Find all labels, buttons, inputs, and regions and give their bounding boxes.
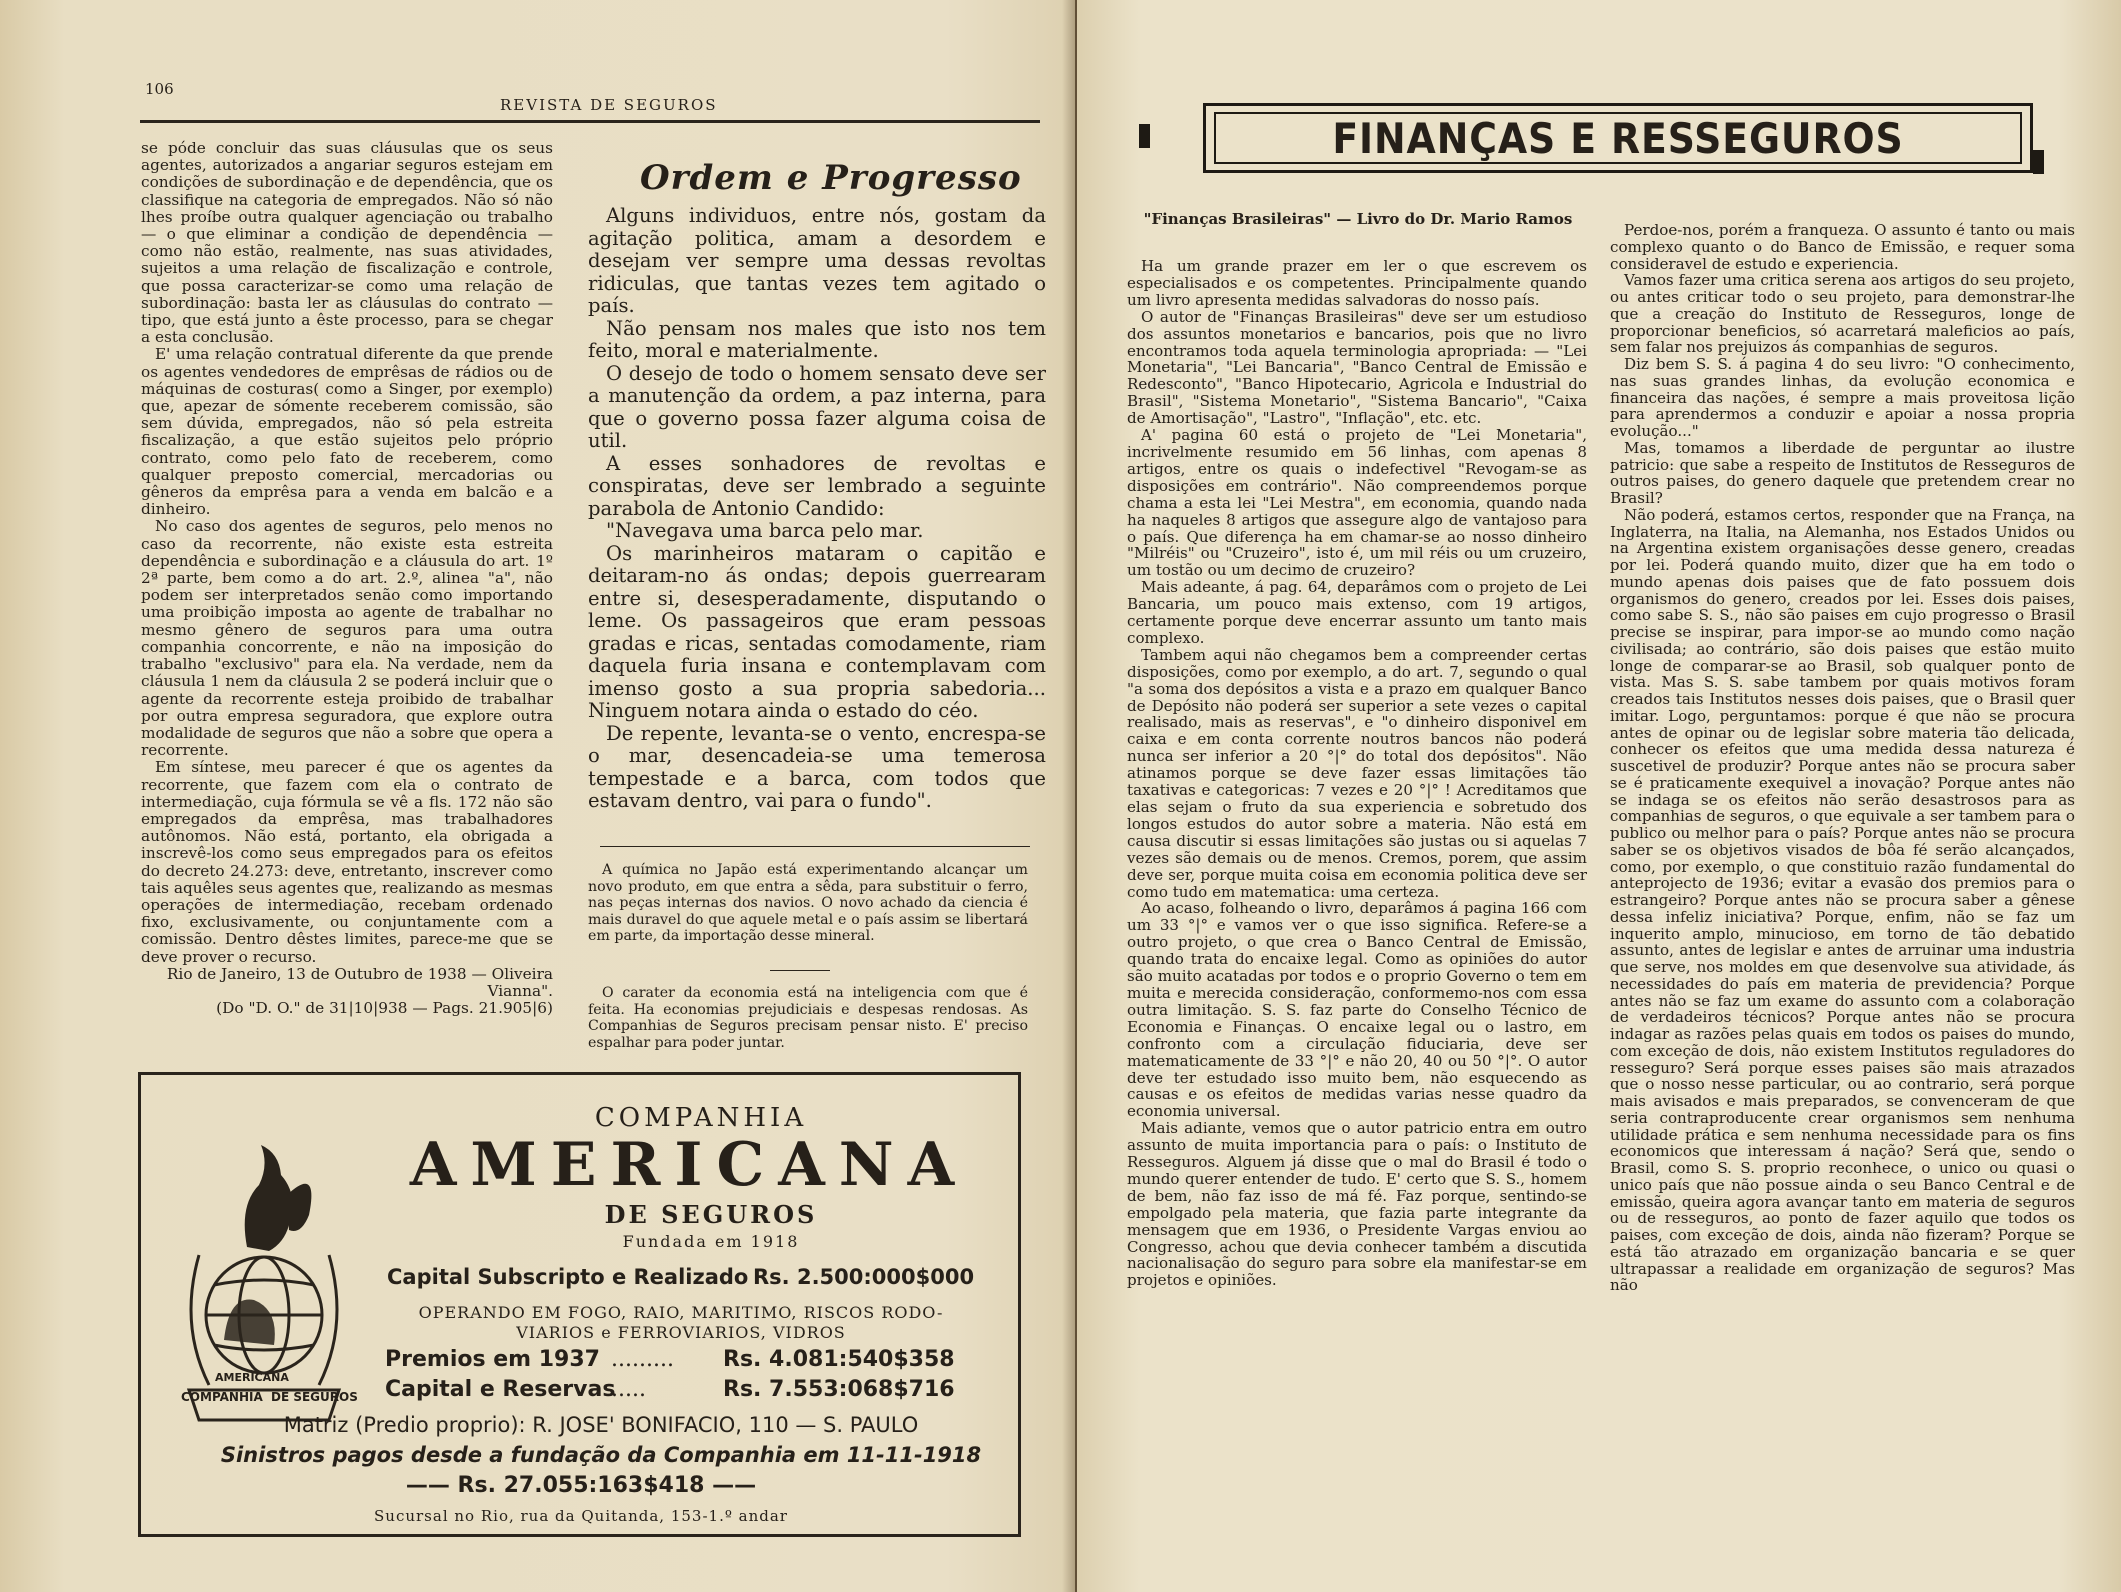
paragraph: A' pagina 60 está o projeto de "Lei Monetaria", incrivelmente resumido em 56 linhas, com apenas 8 artigos, entre os quais o indefectivel "Revogam-se as disposições em contrário". Não compreendemos porque chama a esta lei "Lei Mestra", em economia, quando nada ha naqueles 8 artigos que assegure algo de vantajoso para o país. Que diferença ha em chamar-se ao nosso dinheiro "Milréis" ou "Cruzeiro", isto é, um mil réis ou um cruzeiro, um tostão ou um decimo de cruzeiro? [1127, 426, 1587, 580]
company-seal [169, 1135, 359, 1435]
paragraph: Os marinheiros mataram o capitão e deitaram-no ás ondas; depois guerrearam entre si, desesperadamente, disputando o leme. Os passageiros que eram pessoas gradas e ricas, sentadas comodamente, riam daquela furia insana e contemplavam com imenso gosto a sua propria sabedoria... Ninguem notara ainda o estado do céo. [588, 541, 1046, 722]
section-marker-right [2033, 150, 2044, 174]
seal-left-text: COMPANHIA [181, 1390, 263, 1404]
paragraph: De repente, levanta-se o vento, encrespa-se o mar, desencadeia-se uma temerosa tempestade e a barca, com todos que estavam dentro, vai para o fundo". [588, 721, 1046, 812]
paragraph: E' uma relação contratual diferente da que prende os agentes vendedores de emprêsas de rádios ou de máquinas de costuras( como a Singer, por exemplo) que, apezar de sómente receberem comissão, são sem dúvida, empregados, não só pela estreita fiscalização, a que estão sujeitos pelo próprio contrato, como pelo fato de receberem, como qualquer preposto comercial, mercadorias ou gêneros da emprêsa para a venda em balcão e a dinheiro. [141, 345, 553, 519]
ad-claims-total: —— Rs. 27.055:163$418 —— [405, 1473, 757, 1498]
paragraph: Ha um grande prazer em ler o que escrevem os especialisados e os competentes. Principalmente quando um livro apresenta medidas salvadoras do nosso país. [1127, 257, 1587, 309]
ad-capital-label: Capital Subscripto e Realizado [387, 1265, 749, 1289]
ad-claims-paid: Sinistros pagos desde a fundação da Companhia em 11-11-1918 [220, 1443, 982, 1467]
note-economy: O carater da economia está na inteligencia com que é feita. Ha economias prejudiciais e despesas rendosas. As Companhias de Seguros precisam pensar nisto. E' preciso espalhar para poder juntar. [588, 985, 1028, 1051]
section-banner [1203, 103, 2033, 173]
section-marker-left [1139, 124, 1150, 148]
ad-operations-line1: OPERANDO EM FOGO, RAIO, MARITIMO, RISCOS RODO- [418, 1303, 944, 1322]
left-column-text [141, 140, 553, 1017]
paragraph: Mas, tomamos a liberdade de perguntar ao ilustre patricio: que sabe a respeito de Institutos de Resseguros de outros paises, do genero daquele que pretendem crear no Brasil? [1610, 438, 2075, 507]
ad-capital-value: Rs. 2.500:000$000 [753, 1265, 975, 1289]
paragraph: Ao acaso, folheando o livro, deparâmos á pagina 166 com um 33 °|° e vamos ver o que isso significa. Refere-se a outro projeto, o que crea o Banco Central de Emissão, quando trata do encaixe legal. Como as opiniões do autor são muito acatadas por todos e o proprio Governo o tem em muita e merecida consideração, conformemo-nos com essa outra limitação. S. S. faz parte do Conselho Técnico de Economia e Finanças. O encaixe legal ou o lastro, em confronto com a circulação fiduciaria, deve ser matematicamente de 33 °|° e não 20, 40 ou 50 °|°. O autor deve ter estudado isso muito bem, não esquecendo as causas e os efeitos de medidas varias nesse quadro da economia universal. [1127, 899, 1587, 1121]
paragraph: O autor de "Finanças Brasileiras" deve ser um estudioso dos assuntos monetarios e bancarios, pois que no livro encontramos toda aquela terminologia apropriada: — "Lei Monetaria", "Lei Bancaria", "Banco Central de Emissão e Redesconto", "Banco Hipotecario, Agricola e Industrial do Brasil", "Sistema Monetario", "Sistema Bancario", "Caixa de Amortisação", "Lastro", "Inflação", etc. etc. [1127, 307, 1587, 428]
paragraph: se póde concluir das suas cláusulas que os seus agentes, autorizados a angariar seguros estejam em condições de subordinação e de dependência, que os classifique na categoria de empregados. Não só não lhes proíbe outra qualquer agenciação ou trabalho — o que eliminar a condição de dependência — como não estão, realmente, nas suas atividades, sujeitos a uma relação de fiscalização e controle, que possa caracterizar-se como uma relação de subordinação: basta ler as cláusulas do contrato — tipo, que está junto a êste processo, para se chegar a esta conclusão. [141, 139, 553, 347]
ad-capital-reserves-dots: ..... [611, 1377, 646, 1402]
paragraph: Em síntese, meu parecer é que os agentes da recorrente, que fazem com ela o contrato de intermediação, cuja fórmula se vê a fls. 172 não são empregados da emprêsa, mas trabalhadores autônomos. Não está, portanto, ela obrigada a inscrevê-los como seus empregados para os efeitos do decreto 24.273: deve, entretanto, inscrever como tais aquêles seus agentes que, realizando as mesmas operações de intermediação, recebam ordenado fixo, exclusivamente, ou conjuntamente com a comissão. Dentro dêstes limites, parece-me que se deve prover o recurso. [141, 758, 553, 966]
seal-right-text: DE SEGUROS [271, 1390, 358, 1404]
paragraph: "Navegava uma barca pelo mar. [606, 519, 924, 542]
paragraph: Mais adiante, vemos que o autor patricio entra em outro assunto de muita importancia para o país: o Instituto de Resseguros. Alguem já disse que o mal do Brasil é todo o mundo querer entender de tudo. E' certo que S. S., homem de bem, não faz isso de má fé. Faz porque, sentindo-se empolgado pela materia, que fazia parte integrante da mensagem que em 1936, o Presidente Vargas enviou ao Congresso, achou que devia conhecer também a discutida nacionalisação do seguro para sobre ela manifestar-se em projetos e opiniões. [1127, 1119, 1587, 1290]
paragraph: Perdoe-nos, porém a franqueza. O assunto é tanto ou mais complexo quanto o do Banco de Emissão, e requer soma consideravel de estudo e experiencia. [1610, 221, 2075, 273]
right-page [1077, 0, 2121, 1592]
running-head: REVISTA DE SEGUROS [500, 96, 718, 114]
ad-head-office: Matriz (Predio proprio): R. JOSE' BONIFACIO, 110 — S. PAULO [283, 1413, 919, 1437]
paragraph: Vamos fazer uma critica serena aos artigos do seu projeto, ou antes criticar todo o seu projeto, para demonstrar-lhe que a creação do Instituto de Resseguros, longe de proporcionar beneficios, só acarretará maleficios ao país, sem falar nos prejuizos ás companhias de seguros. [1610, 271, 2075, 357]
review-title: "Finanças Brasileiras" — Livro do Dr. Mario Ramos [1143, 210, 1573, 228]
divider-rule [770, 970, 830, 971]
paragraph: Não poderá, estamos certos, responder que na França, na Inglaterra, na Italia, na Alemanha, nos Estados Unidos ou na Argentina existem organisações desse genero, creadas por lei. Poderá quando muito, dizer que ha em todo o mundo apenas dois paises que de fato possuem dois organismos do genero, creados por lei. Esses dois paises, como sabe S. S., não são paises em cujo progresso o Brasil precise se inspirar, para impor-se ao mundo como nação civilisada; ao contrário, são dois paises que estão muito longe de comparar-se ao Brasil, sob qualquer ponto de vista. Mas S. S. sabe tambem por quais motivos foram creados tais Institutos nesses dois paises, que o Brasil quer imitar. Logo, perguntamos: porque é que não se procura antes de opinar ou de legislar sobre materia tão delicada, conhecer os efeitos que uma medida dessa natureza é suscetivel de produzir? Porque antes não se procura saber se é praticamente exequivel a inovação? Porque antes não se indaga se os efeitos não serão desastrosos para as companhias de seguros, o que equivale a ser tambem para o publico ou melhor para o país? Porque antes não se procura saber se os objetivos visados de bôa fé serão alcançados, como, por exemplo, o que constituio razão fundamental do anteprojecto de 1936; evitar a evasão dos premios para o estrangeiro? Porque antes não se procura saber a gênese dessa infeliz iniciativa? Porque, enfim, não se faz um inquerito amplo, minucioso, em torno de tão debatido assunto, antes de legislar e antes de arruinar uma industria que serve, nos moldes em que desenvolve sua atividade, ás necessidades do país em materia de previdencia? Porque antes não se faz um exame do assunto com a colaboração de verdadeiros técnicos? Porque antes não se procura indagar as razões pelas quais em todos os paises do mundo, com exceção de dois, não existem Institutos reguladores do resseguro? Será porque esses paises são mais atrazados que o nosso nesse particular, ou ao contrario, será porque mais avisados e mais preparados, se convenceram de que seria contraproducente crear organismos sem nenhuma utilidade prática e sem nenhuma necessidade para os fins economicos que interessam á nação? Será que, sendo o Brasil, como S. S. proprio reconhece, o unico ou quasi o unico país que não possue ainda o seu Banco Central e de emissão, queira agora avançar tanto em materia de seguros ou de resseguros, ao ponto de fazer aquilo que todos os paises, com exceção de dois, ainda não fizeram? Porque se está tão atrazado em organização bancaria e se quer ultrapassar a realidade em organização de seguros? Mas não [1610, 505, 2075, 1295]
ad-de-seguros: DE SEGUROS [604, 1200, 818, 1229]
review-column-2 [1610, 222, 2075, 1294]
ad-capital-reserves-label: Capital e Reservas [385, 1377, 616, 1402]
review-column-1 [1127, 258, 1587, 1289]
divider-rule [600, 846, 1030, 847]
paragraph: No caso dos agentes de seguros, pelo menos no caso da recorrente, não existe esta estreita dependência e subordinação e a cláusula do art. 1º 2ª parte, bem como a do art. 2.º, alinea "a", não podem ser interpretados senão como importando uma proibição imposta ao agente de trabalhar no mesmo gênero de seguros para uma outra companhia concorrente, e não na imposição do trabalho "exclusivo" para ela. Na verdade, nem da cláusula 1 nem da cláusula 2 se poderá incluir que o agente da recorrente esteja proibido de trabalhar por outra empresa seguradora, que explore outra modalidade de seguros que não a sobre que opera a recorrente. [141, 517, 553, 760]
ad-company-word: COMPANHIA [594, 1103, 808, 1133]
ad-company-name: AMERICANA [409, 1130, 969, 1200]
header-rule [140, 120, 1040, 123]
seal-top-text: AMERICANA [215, 1371, 289, 1384]
paragraph: Diz bem S. S. á pagina 4 do seu livro: "O conhecimento, nas suas grandes linhas, da evolução economica e financeira das nações, é sempre a mais proveitosa lição para aprendermos a conduzir e apoiar a nossa propria evolução..." [1610, 355, 2075, 440]
note-chemistry: A química no Japão está experimentando alcançar um novo produto, em que entra a sêda, para substituir o ferro, nas peças internas dos navios. O novo achado da ciencia é mais duravel do que aquele metal e o país assim se libertará em parte, da importação desse mineral. [588, 862, 1028, 945]
paragraph: Alguns individuos, entre nós, gostam da agitação politica, amam a desordem e desejam ver sempre uma dessas revoltas ridiculas, que tantas vezes tem agitado o país. [588, 204, 1046, 317]
source-note: (Do "D. O." de 31|10|938 — Pags. 21.905|6) [216, 999, 553, 1018]
paragraph: Tambem aqui não chegamos bem a compreender certas disposições, como por exemplo, a do art. 7, segundo o qual "a soma dos depósitos a vista e a prazo em qualquer Banco de Depósito não poderá ser superior a sete vezes o capital realisado, mais as reservas", e "o dinheiro disponivel em caixa e em conta corrente noutros bancos não poderá nunca ser inferior a 20 °|° do total dos depósitos". Não atinamos porque se deve fazer essas limitações tão taxativas e categoricas: 7 vezes e 20 °|° ! Acreditamos que elas sejam o fruto da sua experiencia e sobretudo dos longos estudos do autor sobre a materia. Não está em causa discutir si essas limitações são justas ou si aquelas 7 vezes são demais ou de menos. Cremos, porem, que assim deve ser, porque muita coisa em economia politica deve ser como tudo em matematica: uma certeza. [1127, 645, 1587, 901]
ad-operations-line2: VIARIOS e FERROVIARIOS, VIDROS [516, 1323, 846, 1342]
ad-premios-dots: ......... [611, 1347, 674, 1372]
ad-premios-label: Premios em 1937 [385, 1347, 600, 1372]
paragraph: A esses sonhadores de revoltas e conspiratas, deve ser lembrado a seguinte parabola de Antonio Candido: [588, 451, 1046, 520]
editorial-title: Ordem e Progresso [640, 158, 1022, 198]
ad-premios-value: Rs. 4.081:540$358 [723, 1347, 955, 1372]
ad-founded: Fundada em 1918 [622, 1232, 800, 1251]
page-number: 106 [145, 80, 174, 98]
section-title: FINANÇAS E RESSEGUROS [1332, 114, 1904, 163]
signature: Rio de Janeiro, 13 de Outubro de 1938 — Oliveira Vianna". [166, 964, 553, 1000]
editorial-text [588, 205, 1046, 813]
ad-capital-reserves-value: Rs. 7.553:068$716 [723, 1377, 955, 1402]
insurance-advertisement [138, 1072, 1021, 1537]
ad-branch: Sucursal no Rio, rua da Quitanda, 153-1.º andar [374, 1507, 788, 1525]
paragraph: Não pensam nos males que isto nos tem feito, moral e materialmente. [588, 316, 1046, 362]
paragraph: Mais adeante, á pag. 64, deparâmos com o projeto de Lei Bancaria, um pouco mais extenso, com 19 artigos, certamente porque deve encerrar assunto um tanto mais complexo. [1127, 578, 1587, 647]
paragraph: O desejo de todo o homem sensato deve ser a manutenção da ordem, a paz interna, para que o governo possa fazer alguma coisa de util. [588, 361, 1046, 452]
